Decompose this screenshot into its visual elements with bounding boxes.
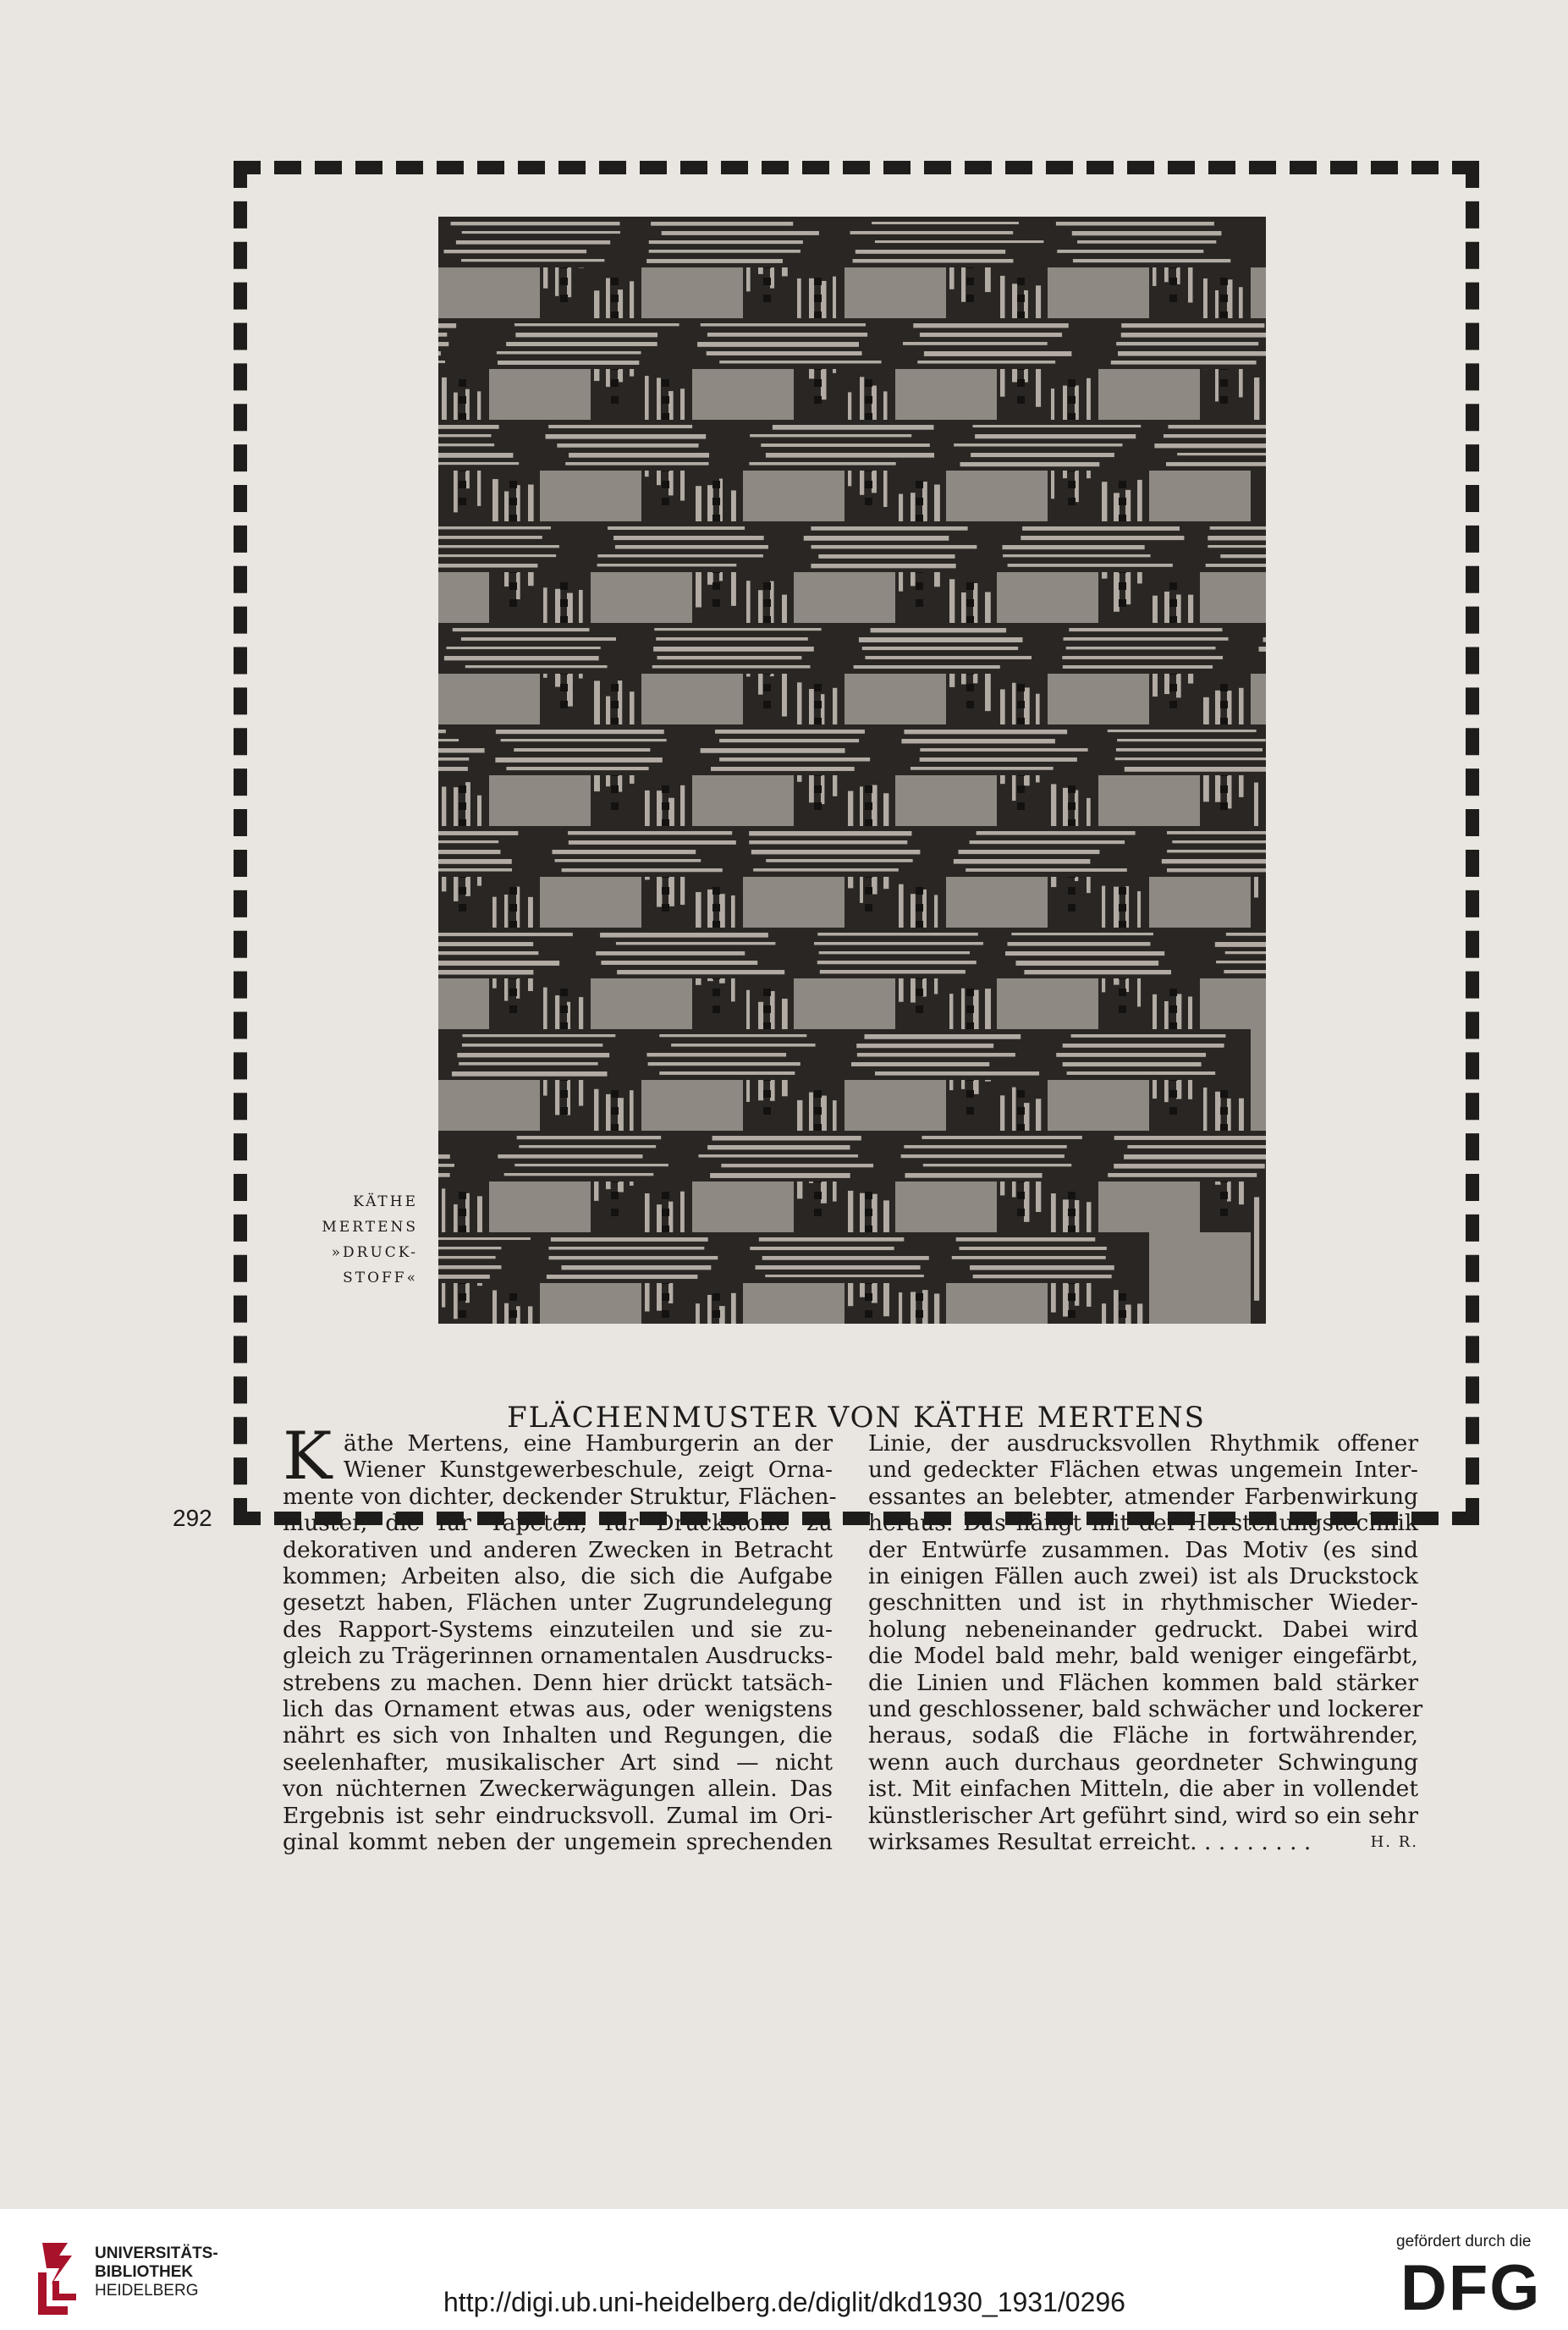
funding-note: gefördert durch die: [1396, 2233, 1532, 2250]
permalink-url[interactable]: http://digi.ub.uni-heidelberg.de/diglit/dkd1930_1931/0296: [443, 2287, 1125, 2317]
text-line: gleich zu Trägerinnen ornamentalen Ausdrucks-: [283, 1643, 834, 1670]
text-line: lich das Ornament etwas aus, oder wenigstens: [283, 1696, 833, 1723]
page-number: 292: [173, 1505, 212, 1531]
caption-line: »DRUCK-: [331, 1244, 418, 1261]
text-line: heraus. Das hängt mit der Herstellungstechnik: [868, 1510, 1418, 1537]
text-line-last: [868, 1829, 1418, 1855]
text-line: die Linien und Flächen kommen bald stärker: [868, 1669, 1418, 1696]
text-line: holung nebeneinander gedruckt. Dabei wird: [868, 1616, 1418, 1643]
text-line: essantes an belebter, atmender Farbenwirkung: [868, 1483, 1418, 1510]
text-line: künstlerischer Art geführt sind, wird so ein sehr: [868, 1802, 1419, 1829]
text-line: ginal kommt neben der ungemein sprechenden: [283, 1829, 833, 1856]
text-line: äthe Mertens, eine Hamburgerin an der: [344, 1430, 833, 1457]
article-heading: FLÄCHENMUSTER VON KÄTHE MERTENS: [507, 1400, 1206, 1435]
text-line: geschnitten und ist in rhythmischer Wieder-: [868, 1589, 1418, 1617]
author-initials: H. R.: [1370, 1833, 1418, 1852]
text-line: ist. Mit einfachen Mitteln, die aber in vollendet: [868, 1776, 1418, 1803]
text-line: Ergebnis ist sehr eindrucksvoll. Zumal im Ori-: [283, 1802, 833, 1829]
image-caption: [305, 1189, 418, 1291]
textile-print-image: [438, 217, 1266, 1324]
text-line: nährt es sich von Inhalten und Regungen, die: [283, 1722, 833, 1749]
text-line: gesetzt haben, Flächen unter Zugrundelegung: [283, 1589, 833, 1617]
text-line: dekorativen und anderen Zwecken in Betracht: [283, 1536, 833, 1563]
text-line: und geschlossener, bald schwächer und lockerer: [868, 1696, 1423, 1723]
text-line: heraus, sodaß die Fläche in fortwährender,: [868, 1722, 1418, 1749]
text-line: strebens zu machen. Denn hier drückt tatsäch-: [283, 1669, 833, 1696]
text-line: kommen; Arbeiten also, die sich die Aufgabe: [283, 1563, 833, 1590]
article-column-right: [868, 1430, 1423, 1856]
text-line: und gedeckter Flächen etwas ungemein Inter-: [868, 1457, 1418, 1484]
text-line: in einigen Fällen auch zwei) ist als Druckstock: [868, 1563, 1418, 1590]
library-name-line: BIBLIOTHEK: [95, 2263, 194, 2281]
text-line-content: wirksames Resultat erreicht. . . . . . . . .: [868, 1829, 1312, 1856]
drop-cap: K: [283, 1418, 333, 1495]
library-name: [95, 2245, 218, 2300]
text-line: wenn auch durchaus geordneter Schwingung: [868, 1749, 1418, 1776]
text-line: von nüchternen Zweckerwägungen allein. Das: [283, 1776, 833, 1803]
text-line: Wiener Kunstgewerbeschule, zeigt Orna-: [344, 1457, 833, 1484]
text-line: Linie, der ausdrucksvollen Rhythmik offener: [868, 1430, 1418, 1457]
dfg-logo: DFG: [1400, 2252, 1542, 2324]
caption-line: STOFF«: [343, 1270, 418, 1286]
text-line: die Model bald mehr, bald weniger eingefärbt,: [868, 1643, 1418, 1670]
text-line: mente von dichter, deckender Struktur, Flächen-: [283, 1483, 837, 1510]
text-line: der Entwürfe zusammen. Das Motiv (es sind: [868, 1536, 1418, 1563]
caption-line: KÄTHE: [353, 1193, 418, 1210]
text-line: seelenhafter, musikalischer Art sind — nicht: [283, 1749, 833, 1776]
text-line: des Rapport-Systems einzuteilen und sie zu-: [283, 1616, 833, 1643]
university-library-logo-icon: [34, 2234, 85, 2319]
library-name-line: UNIVERSITÄTS-: [95, 2245, 218, 2262]
text-line: muster, die für Tapeten, für Druckstoffe zu: [283, 1510, 833, 1537]
library-name-line: HEIDELBERG: [95, 2282, 199, 2300]
caption-line: MERTENS: [322, 1219, 418, 1236]
article-column-left: [283, 1418, 837, 1856]
